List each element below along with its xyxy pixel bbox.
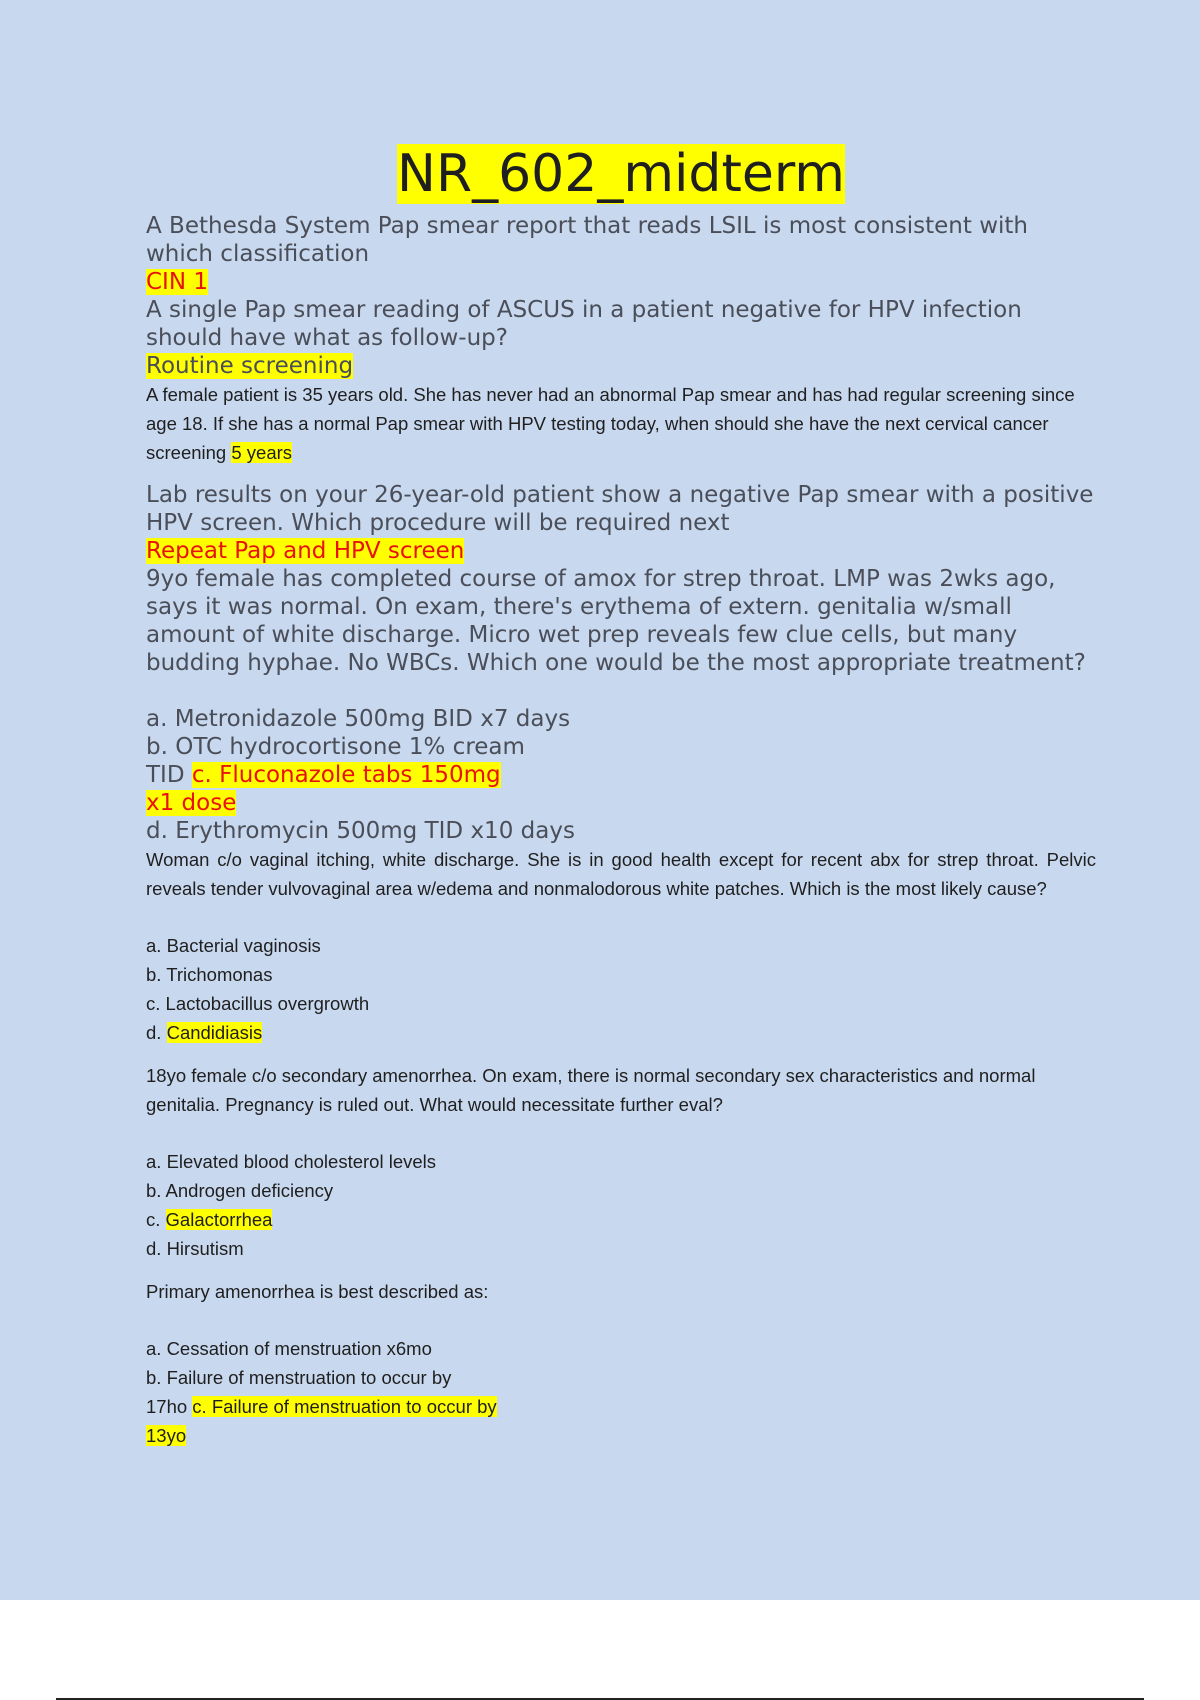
q8-option-a: a. Cessation of menstruation x6mo bbox=[146, 1338, 432, 1359]
q5-option-c-cont: x1 dose bbox=[146, 790, 237, 816]
question-1: A Bethesda System Pap smear report that reads LSIL is most consistent with which classification bbox=[146, 213, 1029, 267]
answer-1: CIN 1 bbox=[146, 269, 208, 295]
document-title: NR_602_midterm bbox=[397, 144, 845, 204]
question-7: 18yo female c/o secondary amenorrhea. On exam, there is normal secondary sex characteristics and normal genitalia. Pregnancy is ruled out. What would necessitate further eval? bbox=[146, 1065, 1036, 1115]
q8-option-c: c. Failure of menstruation to occur by bbox=[192, 1396, 497, 1417]
q8-option-b: b. Failure of menstruation to occur by bbox=[146, 1367, 452, 1388]
q5-option-d: d. Erythromycin 500mg TID x10 days bbox=[146, 818, 575, 844]
document-content bbox=[146, 140, 1096, 1450]
question-6: Woman c/o vaginal itching, white discharge. She is in good health except for recent abx for strep throat. Pelvic reveals tender vulvovaginal area w/edema and nonmalodorous white patches. Which is the most likely cause? bbox=[146, 849, 1096, 899]
question-2: A single Pap smear reading of ASCUS in a patient negative for HPV infection should have what as follow-up? bbox=[146, 297, 1022, 351]
answer-2: Routine screening bbox=[146, 353, 354, 379]
q5-option-c: c. Fluconazole tabs 150mg bbox=[191, 762, 501, 788]
answer-3: 5 years bbox=[231, 442, 293, 463]
q6-option-d: d. Candidiasis bbox=[146, 1022, 263, 1043]
q7-option-d: d. Hirsutism bbox=[146, 1238, 244, 1259]
q7-option-a: a. Elevated blood cholesterol levels bbox=[146, 1151, 437, 1172]
question-4: Lab results on your 26-year-old patient show a negative Pap smear with a positive HPV screen. Which procedure will be required next bbox=[146, 482, 1094, 536]
q8-option-c-cont: 13yo bbox=[146, 1425, 187, 1446]
question-5: 9yo female has completed course of amox for strep throat. LMP was 2wks ago, says it was normal. On exam, there's erythema of extern. genitalia w/small amount of white discharge. Micro wet prep reveals few clue cells, but many budding hyphae. No WBCs. Which one would be the most appropriate treatment? bbox=[146, 566, 1086, 676]
question-3: A female patient is 35 years old. She has never had an abnormal Pap smear and has had regular screening since age 18. If she has a normal Pap smear with HPV testing today, when should she have the next cervical cancer screening 5 years bbox=[146, 384, 1075, 463]
q6-option-b: b. Trichomonas bbox=[146, 964, 273, 985]
q6-option-a: a. Bacterial vaginosis bbox=[146, 935, 321, 956]
q6-option-c: c. Lactobacillus overgrowth bbox=[146, 993, 370, 1014]
q8-option-b-cont: 17ho c. Failure of menstruation to occur by bbox=[146, 1396, 497, 1417]
q5-option-b-cont: TID c. Fluconazole tabs 150mg bbox=[146, 762, 501, 788]
answer-4: Repeat Pap and HPV screen bbox=[146, 538, 465, 564]
q5-option-a: a. Metronidazole 500mg BID x7 days bbox=[146, 706, 571, 732]
q7-option-c: c. Galactorrhea bbox=[146, 1209, 273, 1230]
question-8: Primary amenorrhea is best described as: bbox=[146, 1281, 489, 1302]
q5-option-b: b. OTC hydrocortisone 1% cream bbox=[146, 734, 525, 760]
q7-option-b: b. Androgen deficiency bbox=[146, 1180, 334, 1201]
